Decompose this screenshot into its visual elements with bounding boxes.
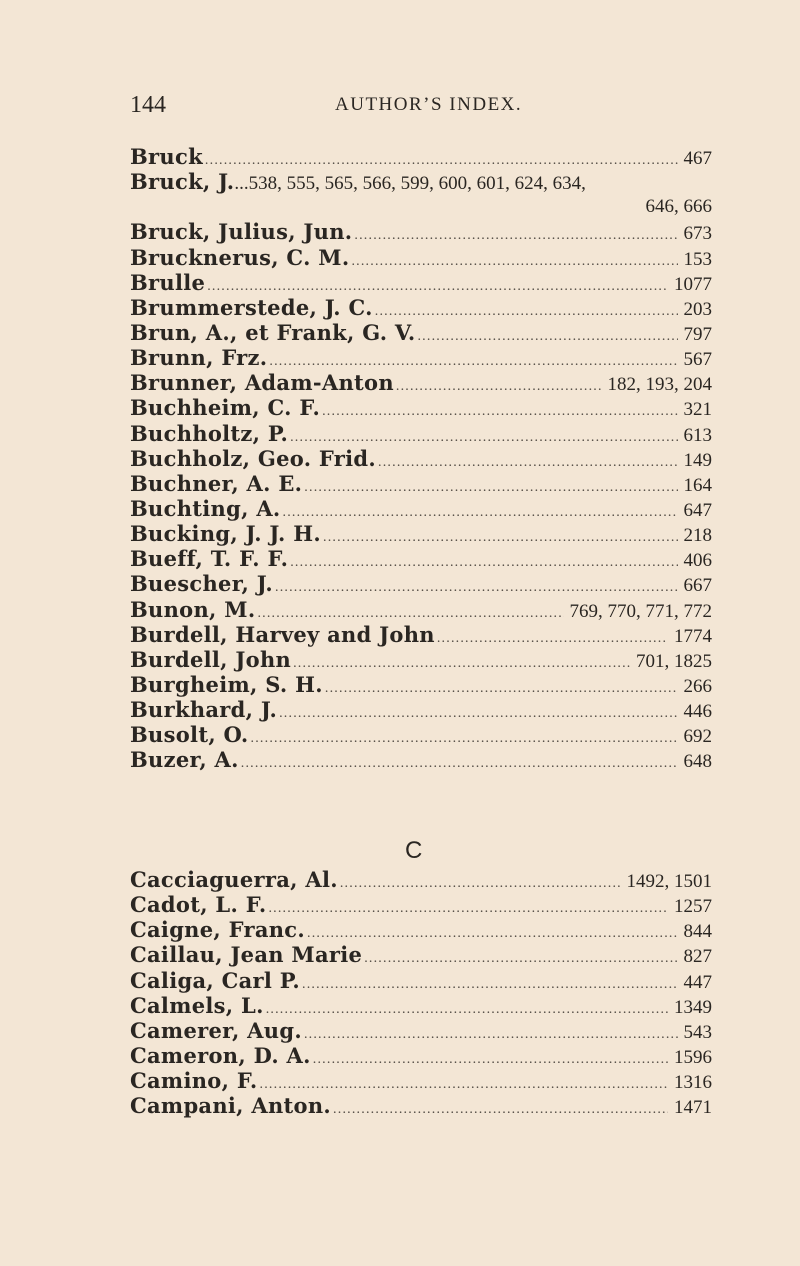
dot-leader — [241, 751, 678, 772]
entry-author — [130, 270, 205, 295]
entry-author — [130, 647, 291, 672]
page-references: 1316 — [674, 1072, 712, 1094]
index-section-c — [130, 867, 712, 1118]
author-name: Caliga, Carl P. — [130, 967, 300, 993]
index-entry — [130, 270, 712, 295]
author-name: Buchner, A. E. — [130, 470, 303, 496]
author-name: Buchholtz, P. — [130, 420, 289, 446]
page-references: 1774 — [674, 625, 712, 647]
author-name: Brun, A., et Frank, G. V. — [130, 319, 416, 345]
dot-leader — [304, 1022, 678, 1043]
dot-leader — [293, 651, 630, 672]
author-name: Bunon, M. — [130, 596, 256, 622]
inline-page-refs: ...538, 555, 565, 566, 599, 600, 601, 624, 634, — [234, 173, 586, 195]
page-references: 153 — [683, 248, 712, 270]
entry-author — [130, 446, 376, 471]
page-references: 646, 666 — [645, 196, 712, 218]
page-references: 567 — [683, 349, 712, 371]
page-references: 648 — [683, 751, 712, 773]
dot-leader — [354, 223, 677, 244]
page-references: 182, 193, 204 — [607, 374, 712, 396]
dot-leader — [313, 1047, 668, 1068]
entry-author — [130, 295, 373, 320]
dot-leader — [260, 1072, 668, 1093]
entry-author — [130, 395, 320, 420]
entry-author — [130, 697, 277, 722]
page-references: 1492, 1501 — [626, 871, 712, 892]
index-entry — [130, 144, 712, 169]
index-entry — [130, 917, 712, 942]
entry-author — [130, 521, 321, 546]
index-entry — [130, 194, 712, 219]
entry-author — [130, 917, 305, 942]
dot-leader — [325, 676, 678, 697]
dot-leader — [257, 601, 563, 622]
entry-author — [130, 370, 394, 395]
author-name: Camino, F. — [130, 1068, 258, 1094]
index-entry — [130, 169, 712, 194]
entry-author — [130, 747, 239, 772]
index-entry — [130, 1093, 712, 1118]
index-entry — [130, 1018, 712, 1043]
index-entry — [130, 471, 712, 496]
author-name: Buzer, A. — [130, 747, 239, 773]
dot-leader — [364, 946, 677, 967]
page-references: 447 — [683, 971, 712, 993]
page-references: 667 — [683, 575, 712, 597]
index-entry — [130, 622, 712, 647]
entry-author — [130, 471, 302, 496]
index-entry — [130, 571, 712, 596]
author-name: Brunner, Adam-Anton — [130, 370, 394, 396]
dot-leader — [307, 921, 677, 942]
page-references: 1257 — [674, 896, 712, 918]
entry-author — [130, 942, 362, 967]
author-name: Brummerstede, J. C. — [130, 294, 373, 320]
index-entry — [130, 597, 712, 622]
entry-author — [130, 1043, 311, 1068]
author-name: Burkhard, J. — [130, 697, 278, 723]
page-references: 1596 — [674, 1046, 712, 1068]
dot-leader — [283, 500, 678, 521]
page-references: 647 — [683, 499, 712, 521]
dot-leader — [375, 299, 678, 320]
dot-leader — [378, 450, 677, 471]
index-entry — [130, 245, 712, 270]
page-references: 613 — [683, 424, 712, 446]
index-entry — [130, 867, 712, 892]
page-references: 266 — [683, 675, 712, 697]
entry-author — [130, 320, 415, 345]
index-entry — [130, 993, 712, 1018]
index-section-b — [130, 144, 712, 773]
index-entry — [130, 647, 712, 672]
page-references: 467 — [683, 148, 712, 169]
entry-author — [130, 1018, 302, 1043]
entry-author — [130, 144, 203, 169]
page-references: 203 — [683, 298, 712, 320]
dot-leader — [396, 374, 602, 395]
page-references: 164 — [683, 474, 712, 496]
entry-author — [130, 169, 586, 194]
dot-leader — [417, 324, 677, 345]
page-references: 844 — [683, 921, 712, 943]
index-entry — [130, 320, 712, 345]
index-entry — [130, 892, 712, 917]
author-name: Bruck, J. — [130, 169, 235, 195]
author-name: Brulle — [130, 269, 206, 295]
index-entry — [130, 942, 712, 967]
entry-author — [130, 968, 300, 993]
index-entry — [130, 1043, 712, 1068]
index-entry — [130, 395, 712, 420]
author-name: Caillau, Jean Marie — [130, 942, 363, 968]
index-entry — [130, 345, 712, 370]
dot-leader — [268, 896, 668, 917]
page-references: 321 — [683, 399, 712, 421]
page-references: 446 — [683, 701, 712, 723]
dot-leader — [266, 997, 668, 1018]
dot-leader — [304, 475, 677, 496]
index-entry — [130, 747, 712, 772]
entry-author — [130, 622, 435, 647]
author-name: Buescher, J. — [130, 571, 273, 597]
entry-author — [130, 219, 352, 244]
entry-author — [130, 892, 266, 917]
dot-leader — [205, 148, 678, 169]
dot-leader — [340, 871, 621, 892]
author-name: Bruck — [130, 144, 203, 169]
page-references: 1349 — [674, 996, 712, 1018]
dot-leader — [322, 399, 677, 420]
dot-leader — [207, 274, 668, 295]
index-entry — [130, 672, 712, 697]
entry-author — [130, 1093, 331, 1118]
entry-author — [130, 597, 255, 622]
dot-leader — [351, 249, 677, 270]
dot-leader — [275, 575, 678, 596]
page-references: 406 — [683, 550, 712, 572]
entry-author — [130, 546, 288, 571]
author-name: Camerer, Aug. — [130, 1017, 302, 1043]
page-references: 673 — [683, 223, 712, 245]
entry-author — [130, 722, 249, 747]
page-references: 149 — [683, 449, 712, 471]
index-entry — [130, 697, 712, 722]
author-name: Brunn, Frz. — [130, 345, 268, 371]
author-name: Caigne, Franc. — [130, 917, 306, 943]
author-name: Bucking, J. J. H. — [130, 521, 322, 547]
entry-author — [130, 867, 338, 892]
index-entry — [130, 546, 712, 571]
dot-leader — [323, 525, 677, 546]
entry-author — [130, 345, 267, 370]
author-name: Cacciaguerra, Al. — [130, 867, 338, 892]
entry-author — [130, 1068, 258, 1093]
author-name: Bruck, Julius, Jun. — [130, 219, 353, 245]
page-references: 1077 — [674, 273, 712, 295]
page-references: 1471 — [674, 1097, 712, 1119]
author-name: Buchting, A. — [130, 495, 281, 521]
entry-author — [130, 245, 349, 270]
entry-author — [130, 993, 264, 1018]
author-name: Busolt, O. — [130, 722, 249, 748]
author-name: Brucknerus, C. M. — [130, 244, 350, 270]
author-name: Burgheim, S. H. — [130, 671, 323, 697]
dot-leader — [290, 425, 677, 446]
section-letter-c: C — [405, 837, 423, 864]
dot-leader — [333, 1097, 668, 1118]
entry-author — [130, 571, 273, 596]
dot-leader — [290, 550, 677, 571]
author-name: Campani, Anton. — [130, 1093, 332, 1119]
page-references: 543 — [683, 1021, 712, 1043]
dot-leader — [251, 726, 678, 747]
page-references: 701, 1825 — [636, 650, 712, 672]
page-references: 827 — [683, 946, 712, 968]
author-name: Cameron, D. A. — [130, 1042, 311, 1068]
page-references: 797 — [683, 323, 712, 345]
running-head: AUTHOR’S INDEX. — [335, 94, 523, 115]
index-entry — [130, 722, 712, 747]
entry-author — [130, 421, 288, 446]
index-entry — [130, 370, 712, 395]
dot-leader — [437, 626, 668, 647]
index-entry — [130, 421, 712, 446]
index-entry — [130, 1068, 712, 1093]
index-entry — [130, 446, 712, 471]
page-references: 692 — [683, 726, 712, 748]
index-entry — [130, 496, 712, 521]
page-header — [130, 92, 710, 122]
index-entry — [130, 219, 712, 244]
author-name: Buchheim, C. F. — [130, 395, 321, 421]
dot-leader — [269, 349, 677, 370]
index-entry — [130, 521, 712, 546]
author-name: Calmels, L. — [130, 992, 264, 1018]
page-number: 144 — [130, 92, 166, 118]
author-name: Bueff, T. F. F. — [130, 546, 289, 572]
author-name: Burdell, John — [130, 646, 292, 672]
author-name: Cadot, L. F. — [130, 892, 267, 918]
dot-leader — [279, 701, 677, 722]
entry-author — [130, 672, 323, 697]
author-name: Burdell, Harvey and John — [130, 621, 435, 647]
author-name: Buchholz, Geo. Frid. — [130, 445, 377, 471]
entry-author — [130, 496, 281, 521]
page-references: 218 — [683, 525, 712, 547]
index-entry — [130, 968, 712, 993]
page-references: 769, 770, 771, 772 — [569, 600, 712, 622]
dot-leader — [302, 972, 678, 993]
index-entry — [130, 295, 712, 320]
